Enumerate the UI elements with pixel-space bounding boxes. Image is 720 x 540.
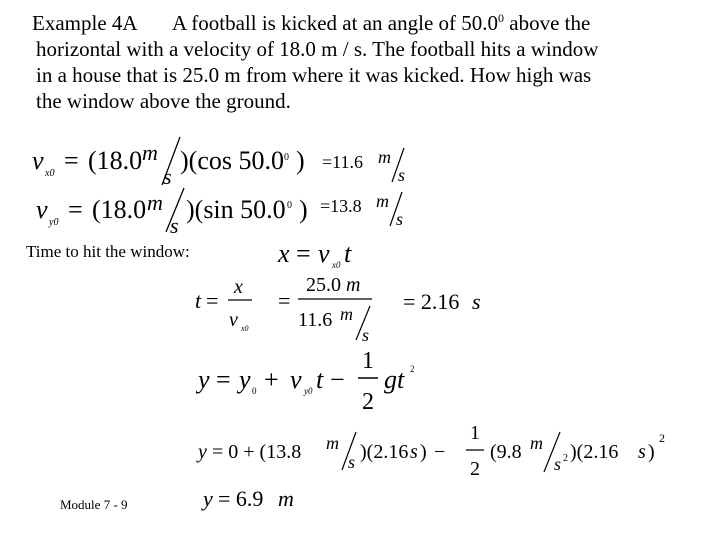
equation-vx0 bbox=[32, 137, 405, 189]
svg-text:1: 1 bbox=[362, 348, 374, 374]
svg-text:(18.0: (18.0 bbox=[92, 195, 147, 224]
svg-text:)(2.16: )(2.16 bbox=[360, 441, 409, 463]
svg-text:=11.6: =11.6 bbox=[322, 152, 363, 172]
svg-text:v: v bbox=[229, 309, 238, 331]
svg-text:m: m bbox=[340, 304, 353, 324]
svg-text:s: s bbox=[396, 209, 404, 229]
svg-text:25.0: 25.0 bbox=[306, 274, 341, 296]
svg-text:y: y bbox=[198, 441, 207, 463]
svg-text:y0: y0 bbox=[304, 386, 313, 396]
footer-module-label: Module 7 - 9 bbox=[60, 497, 128, 512]
svg-text:x: x bbox=[234, 276, 243, 298]
svg-text:(18.0: (18.0 bbox=[88, 146, 143, 175]
svg-text:(9.8: (9.8 bbox=[490, 441, 522, 463]
svg-text:v: v bbox=[318, 239, 330, 268]
svg-text:2: 2 bbox=[563, 453, 568, 464]
equation-t bbox=[195, 274, 481, 345]
svg-text:m: m bbox=[278, 486, 294, 511]
svg-text:−: − bbox=[330, 365, 345, 394]
svg-text:=: = bbox=[216, 365, 231, 394]
svg-text:m: m bbox=[326, 433, 339, 453]
svg-text:2: 2 bbox=[362, 389, 374, 415]
svg-text:y: y bbox=[198, 365, 210, 394]
svg-text:)(sin 50.0: )(sin 50.0 bbox=[186, 195, 286, 224]
svg-text:t: t bbox=[195, 288, 202, 313]
svg-text:): ) bbox=[296, 146, 305, 175]
svg-text:s: s bbox=[398, 165, 406, 185]
svg-text:=: = bbox=[206, 288, 219, 313]
svg-text:v: v bbox=[36, 195, 48, 224]
problem-line-2: horizontal with a velocity of 18.0 m / s. The football hits a window bbox=[36, 37, 599, 61]
svg-text:)(2.16: )(2.16 bbox=[570, 441, 619, 463]
svg-text:m: m bbox=[530, 433, 543, 453]
svg-text:m: m bbox=[378, 147, 391, 167]
problem-line-4: the window above the ground. bbox=[36, 89, 291, 113]
svg-text:0: 0 bbox=[287, 200, 292, 211]
equation-substitution bbox=[196, 422, 665, 480]
svg-text:s: s bbox=[472, 289, 481, 314]
problem-line-1: A football is kicked at an angle of 50.0$^0$ above the bbox=[172, 11, 591, 35]
svg-text:v: v bbox=[32, 146, 44, 175]
svg-text:=: = bbox=[68, 195, 83, 224]
svg-text:s: s bbox=[410, 441, 418, 463]
svg-text:−: − bbox=[434, 441, 446, 463]
svg-text:=: = bbox=[64, 146, 79, 175]
equation-y bbox=[195, 348, 415, 415]
svg-text:s: s bbox=[638, 441, 646, 463]
svg-text:2: 2 bbox=[410, 364, 415, 374]
equation-result bbox=[201, 486, 294, 511]
svg-text:=: = bbox=[278, 288, 291, 313]
svg-text:m: m bbox=[346, 274, 361, 296]
svg-text:1: 1 bbox=[470, 422, 480, 444]
svg-text:0: 0 bbox=[252, 386, 257, 396]
svg-text:y0: y0 bbox=[49, 217, 59, 228]
svg-text:gt: gt bbox=[384, 365, 405, 394]
example-label: Example 4A bbox=[32, 11, 138, 35]
svg-text:v: v bbox=[290, 365, 302, 394]
svg-text:t: t bbox=[316, 365, 324, 394]
svg-text:11.6: 11.6 bbox=[298, 309, 333, 331]
svg-text:=: = bbox=[296, 239, 311, 268]
svg-text:0: 0 bbox=[284, 152, 289, 163]
svg-text:): ) bbox=[648, 441, 655, 463]
svg-text:x0: x0 bbox=[241, 324, 249, 333]
svg-text:y: y bbox=[203, 486, 213, 511]
svg-text:y: y bbox=[239, 365, 251, 394]
svg-text:x0: x0 bbox=[332, 260, 341, 270]
svg-text:m: m bbox=[147, 190, 163, 215]
svg-text:s: s bbox=[348, 452, 356, 472]
svg-text:): ) bbox=[420, 441, 427, 463]
svg-text:s: s bbox=[362, 325, 370, 345]
svg-text:s: s bbox=[163, 164, 172, 189]
svg-text:s: s bbox=[554, 454, 562, 474]
svg-text:2: 2 bbox=[470, 458, 480, 480]
svg-text:t: t bbox=[344, 239, 352, 268]
svg-text:= 0 + (13.8: = 0 + (13.8 bbox=[212, 441, 302, 463]
equation-x bbox=[277, 239, 352, 270]
svg-text:s: s bbox=[170, 213, 179, 238]
svg-text:=13.8: =13.8 bbox=[320, 196, 362, 216]
svg-text:m: m bbox=[376, 191, 389, 211]
time-label: Time to hit the window: bbox=[26, 242, 190, 261]
svg-text:x: x bbox=[278, 239, 290, 268]
svg-text:x0: x0 bbox=[45, 168, 55, 179]
svg-text:= 6.9: = 6.9 bbox=[218, 486, 264, 511]
svg-text:2: 2 bbox=[659, 431, 665, 445]
problem-line-3: in a house that is 25.0 m from where it was kicked. How high was bbox=[36, 63, 592, 87]
svg-text:= 2.16: = 2.16 bbox=[403, 289, 460, 314]
svg-text:): ) bbox=[299, 195, 308, 224]
svg-text:m: m bbox=[142, 140, 158, 165]
svg-text:)(cos 50.0: )(cos 50.0 bbox=[180, 146, 284, 175]
svg-text:+: + bbox=[264, 365, 279, 394]
equation-vy0 bbox=[36, 188, 403, 238]
